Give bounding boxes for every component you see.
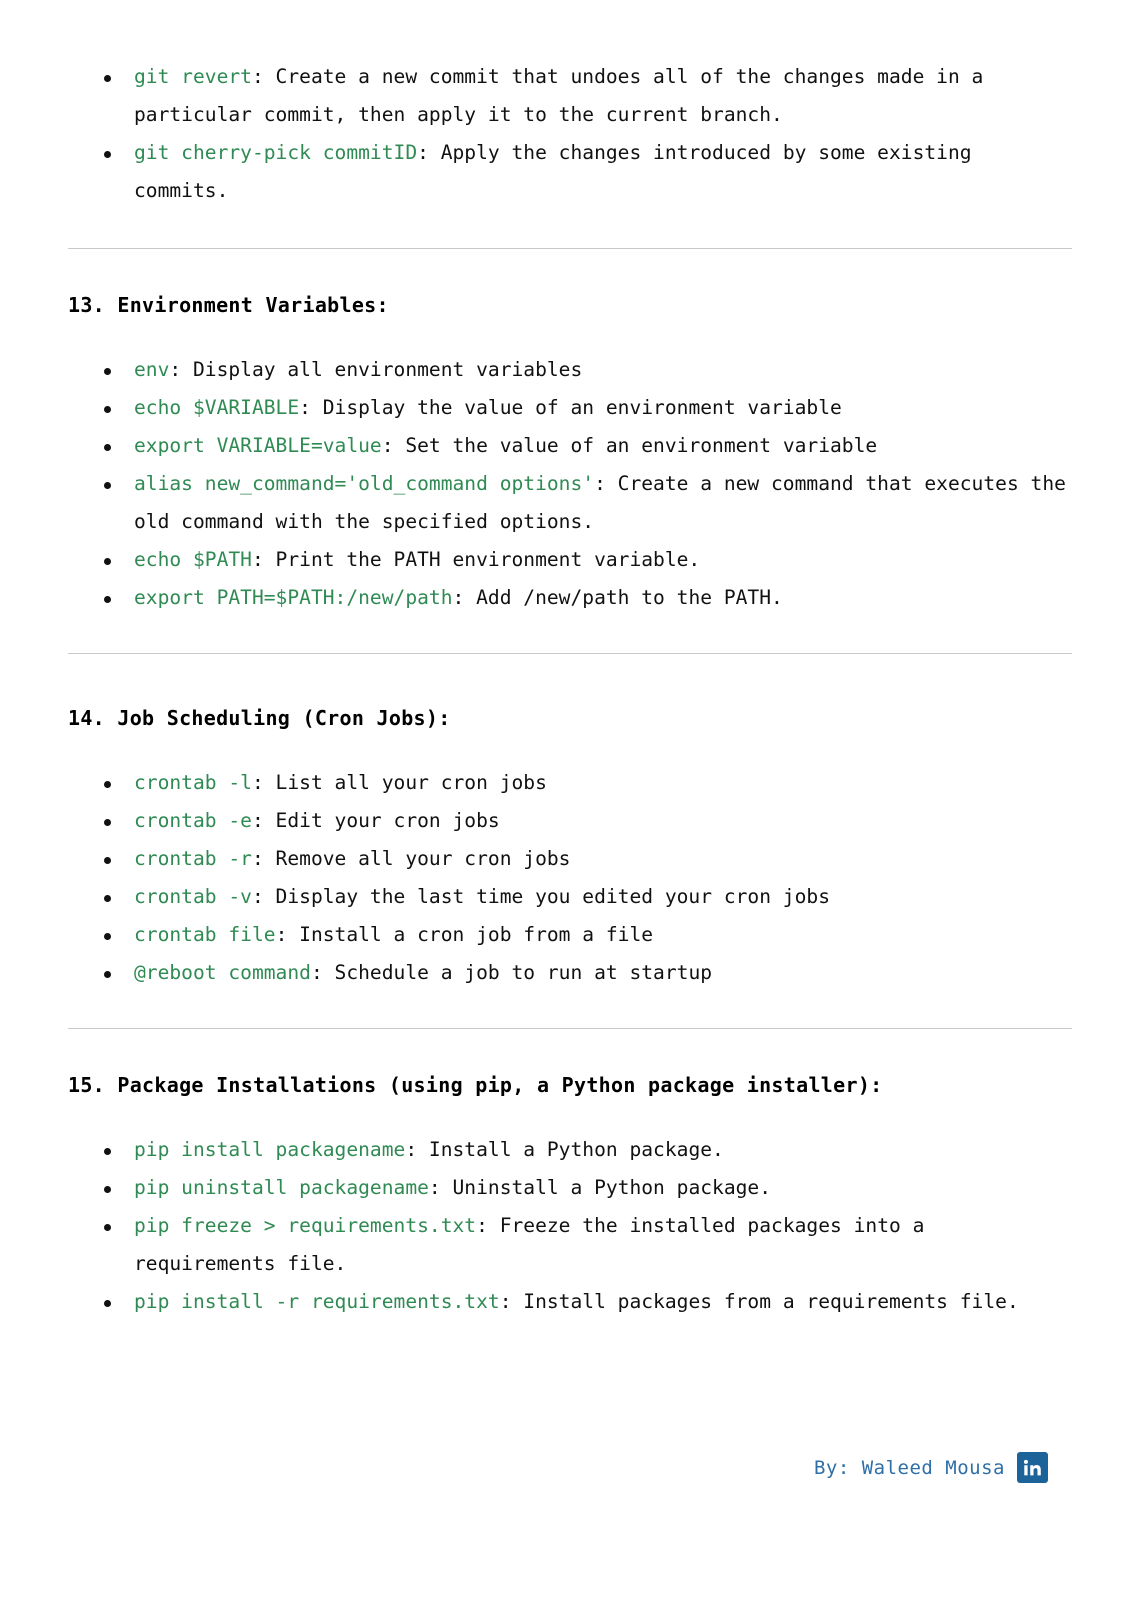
command-description: : Edit your cron jobs [251,809,500,832]
command-description: : Create a new commit that undoes all of the changes made in a particular commit, then apply it to the current branch. [134,65,984,126]
command-code: alias new_command='old_command options' [134,472,595,495]
command-code: git revert [134,65,252,88]
command-description: : Create a new command that executes the old command with the specified options. [134,472,1066,533]
spacer [68,992,1072,1028]
command-description: : Display the last time you edited your cron jobs [251,885,830,908]
footer [814,1452,1048,1483]
list-item [68,389,1072,427]
command-code: crontab -r [134,847,252,870]
command-description: : Schedule a job to run at startup [310,961,713,984]
list-item [68,134,1072,210]
section-heading-15: 15. Package Installations (using pip, a Python package installer): [68,1073,883,1097]
spacer [68,210,1072,248]
command-description: : Remove all your cron jobs [251,847,571,870]
command-description: : Install packages from a requirements file. [499,1290,1019,1313]
command-description: : Add /new/path to the PATH. [452,586,783,609]
spacer [68,319,1072,351]
environment-variables-list [68,351,1072,617]
list-item [68,427,1072,465]
command-code: env [134,358,170,381]
list-item [68,579,1072,617]
command-code: echo $PATH [134,548,252,571]
command-code: pip uninstall packagename [134,1176,429,1199]
list-item [68,878,1072,916]
command-description: : Print the PATH environment variable. [251,548,701,571]
command-code: pip install packagename [134,1138,406,1161]
command-code: crontab -e [134,809,252,832]
command-code: crontab file [134,923,276,946]
command-description: : Display all environment variables [169,358,583,381]
command-code: pip freeze > requirements.txt [134,1214,477,1237]
list-item [68,954,1072,992]
command-description: : Freeze the installed packages into a requirements file. [134,1214,925,1275]
section-heading-13: 13. Environment Variables: [68,293,389,317]
spacer [68,654,1072,704]
cron-jobs-list [68,764,1072,992]
list-item [68,541,1072,579]
list-item [68,916,1072,954]
list-item [68,58,1072,134]
list-item [68,1207,1072,1283]
list-item [68,465,1072,541]
git-commands-list [68,58,1072,210]
command-code: echo $VARIABLE [134,396,300,419]
list-item [68,802,1072,840]
list-item [68,840,1072,878]
list-item [68,351,1072,389]
command-description: : List all your cron jobs [251,771,547,794]
command-description: : Uninstall a Python package. [428,1176,772,1199]
command-code: @reboot command [134,961,311,984]
spacer [68,732,1072,764]
list-item [68,764,1072,802]
list-item [68,1131,1072,1169]
command-code: export VARIABLE=value [134,434,382,457]
spacer [68,1029,1072,1071]
list-item [68,1283,1072,1321]
pip-commands-list [68,1131,1072,1321]
list-item [68,1169,1072,1207]
spacer [68,617,1072,653]
spacer [68,249,1072,291]
command-code: crontab -v [134,885,252,908]
command-description: : Install a Python package. [405,1138,724,1161]
command-description: : Display the value of an environment variable [299,396,842,419]
command-code: export PATH=$PATH:/new/path [134,586,453,609]
command-description: : Apply the changes introduced by some existing commits. [134,141,972,202]
linkedin-icon[interactable] [1017,1452,1048,1483]
author-credit: By: Waleed Mousa [813,1456,1005,1479]
document-content [68,0,1072,1321]
section-heading-14: 14. Job Scheduling (Cron Jobs): [68,706,451,730]
command-code: git cherry-pick commitID [134,141,418,164]
command-description: : Install a cron job from a file [275,923,654,946]
command-code: pip install -r requirements.txt [134,1290,500,1313]
command-code: crontab -l [134,771,252,794]
command-description: : Set the value of an environment variable [381,434,878,457]
spacer [68,1099,1072,1131]
